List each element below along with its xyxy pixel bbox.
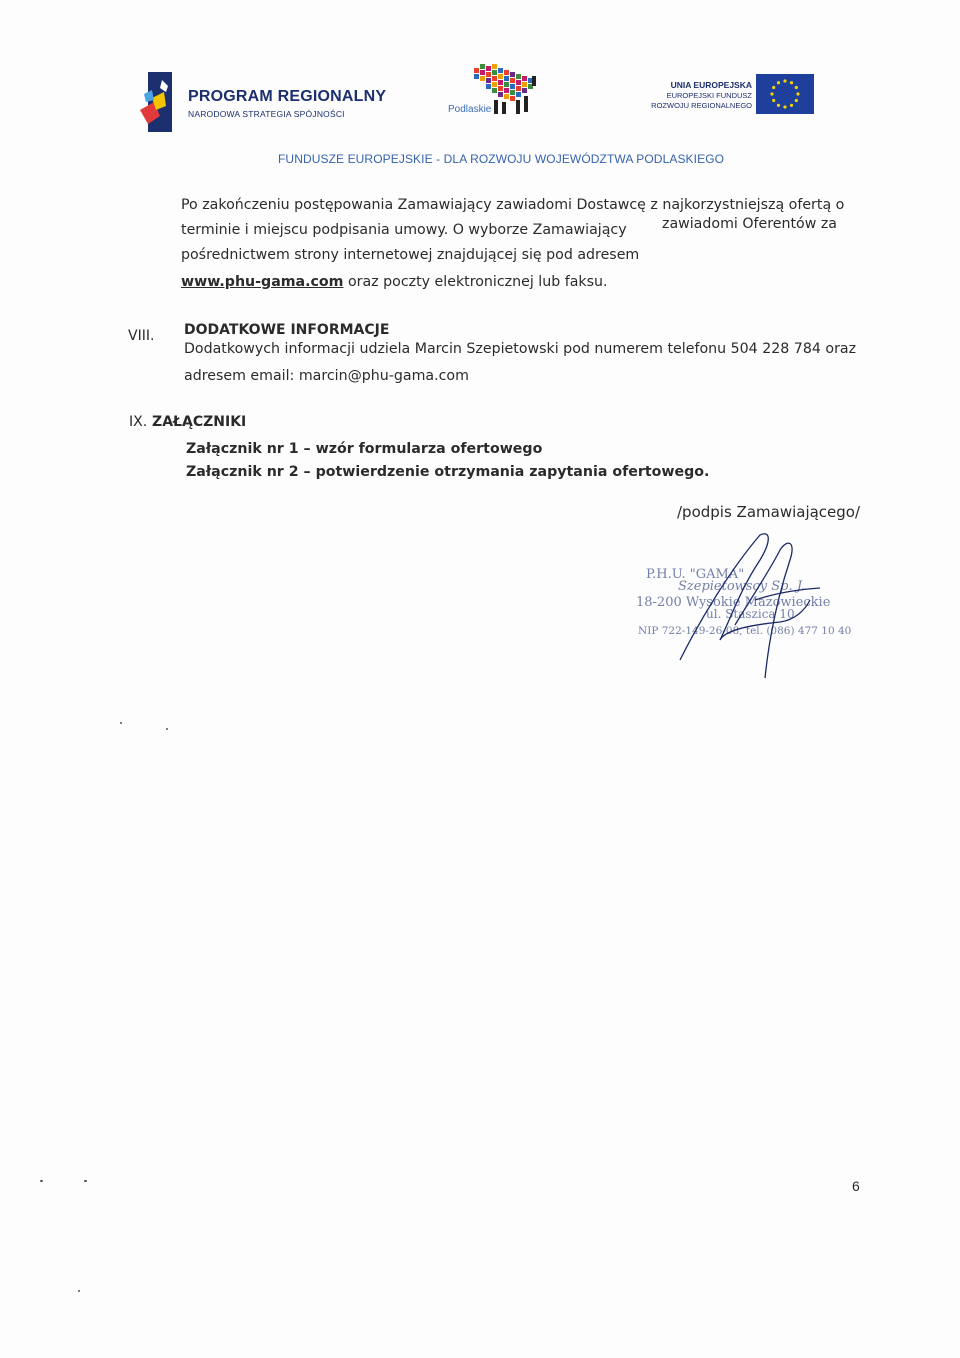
attachment-2: Załącznik nr 2 – potwierdzenie otrzymania zapytania ofertowego. — [186, 464, 710, 480]
section-8-line-2: adresem email: marcin@phu-gama.com — [184, 368, 469, 384]
stamp-line-1: P.H.U. "GAMA" — [646, 567, 745, 582]
logo-title: PROGRAM REGIONALNY — [188, 88, 387, 105]
stamp-line-2: Szepietowscy Sp. J. — [678, 579, 806, 594]
scan-speck — [40, 1180, 43, 1182]
stamp-line-5: NIP 722-149-26-08, tel. (086) 477 10 40 — [638, 625, 852, 637]
section-8-title: DODATKOWE INFORMACJE — [184, 322, 390, 338]
company-stamp — [620, 530, 860, 680]
eu-flag-icon — [756, 74, 814, 114]
section-8-number: VIII. — [128, 328, 155, 344]
funds-tagline: FUNDUSZE EUROPEJSKIE - DLA ROZWOJU WOJEWÓDZTWA PODLASKIEGO — [278, 152, 725, 166]
website-link[interactable]: www.phu-gama.com — [181, 274, 344, 290]
intro-line-3: pośrednictwem strony internetowej znajdującej się pod adresem — [181, 247, 640, 263]
intro-line-4 — [181, 270, 608, 294]
intro-line-2a: terminie i miejscu podpisania umowy. O wyborze Zamawiający — [181, 222, 627, 238]
signature-label: /podpis Zamawiającego/ — [677, 503, 861, 521]
eu-label-line2: EUROPEJSKI FUNDUSZ — [666, 91, 752, 100]
section-9-heading — [129, 414, 246, 430]
intro-line-2b: zawiadomi Oferentów za — [662, 216, 837, 232]
eu-label-line1: UNIA EUROPEJSKA — [670, 80, 752, 90]
eu-label-line3: ROZWOJU REGIONALNEGO — [651, 101, 752, 110]
eu-logo — [640, 74, 816, 116]
attachment-1: Załącznik nr 1 – wzór formularza ofertowego — [186, 441, 543, 457]
podlaskie-logo — [444, 62, 544, 122]
section-9-title: ZAŁĄCZNIKI — [152, 414, 247, 430]
podlaskie-label: Podlaskie — [448, 104, 492, 115]
section-8-line-1: Dodatkowych informacji udziela Marcin Szepietowski pod numerem telefonu 504 228 784 oraz — [184, 341, 857, 357]
section-9-number: IX. — [129, 414, 148, 430]
scan-speck — [120, 722, 122, 724]
logo-subtitle: NARODOWA STRATEGIA SPÓJNOŚCI — [188, 109, 345, 119]
stamp-line-4: ul. Staszica 10 — [706, 607, 795, 621]
program-regionalny-logo — [140, 72, 387, 134]
nss-emblem-icon — [140, 72, 176, 132]
page-number: 6 — [852, 1178, 860, 1194]
scan-speck — [84, 1180, 87, 1182]
stamp-line-3: 18-200 Wysokie Mazowieckie — [636, 595, 831, 610]
intro-line-4-rest: oraz poczty elektronicznej lub faksu. — [343, 274, 608, 290]
intro-line-1: Po zakończeniu postępowania Zamawiający zawiadomi Dostawcę z najkorzystniejszą ofertą o — [181, 197, 845, 213]
scan-speck — [166, 728, 168, 730]
stamp-graphic — [620, 530, 860, 680]
scan-speck — [78, 1290, 80, 1292]
